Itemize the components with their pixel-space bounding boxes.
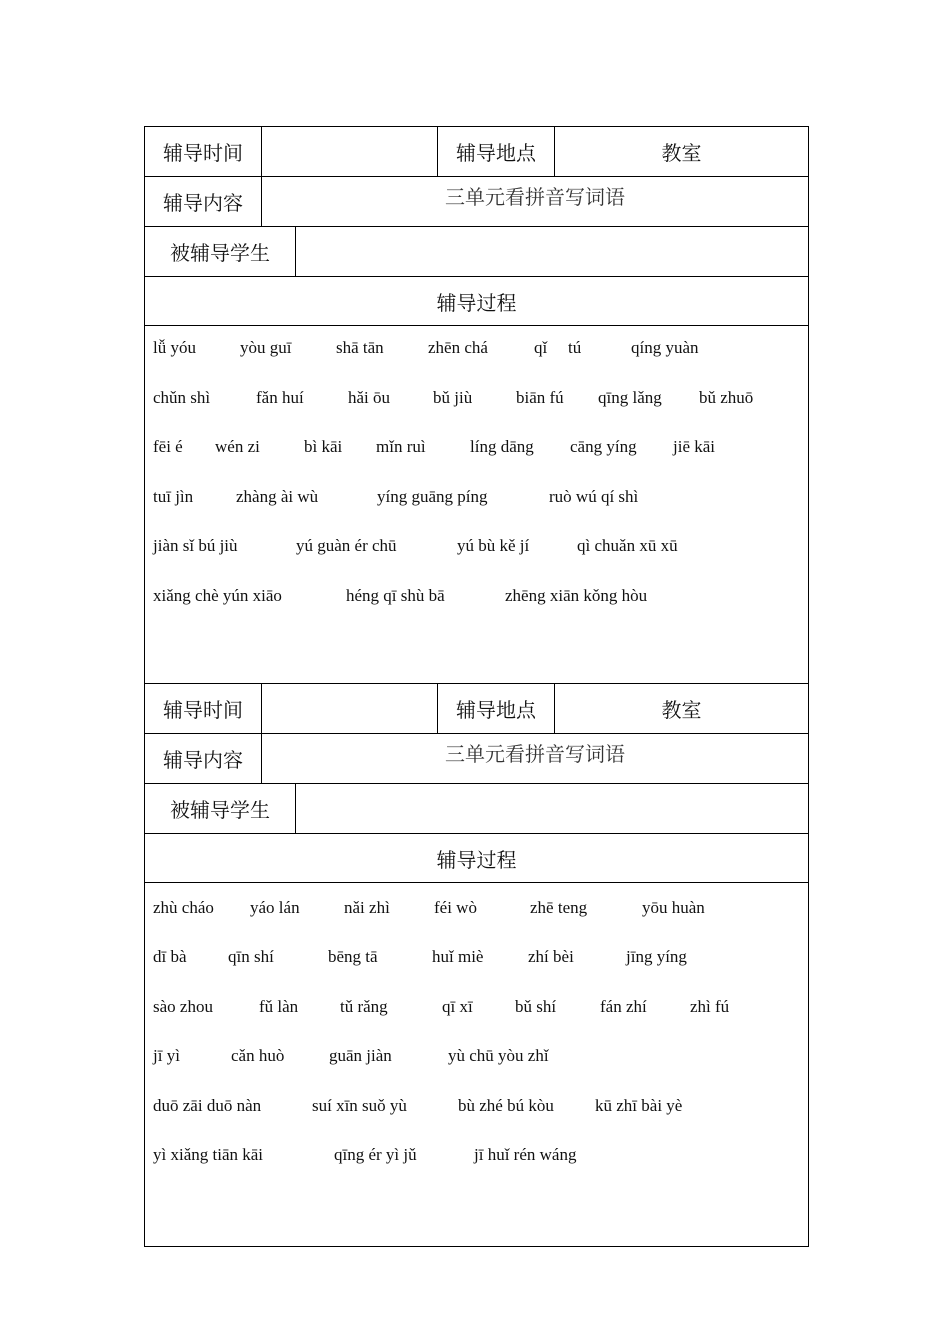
place-label: 辅导地点: [437, 684, 554, 733]
pinyin-word: shā tān: [336, 338, 384, 357]
pinyin-word: ruò wú qí shì: [549, 487, 639, 506]
pinyin-word: cǎn huò: [231, 1046, 285, 1065]
pinyin-line: [153, 997, 800, 1027]
pinyin-word: qī xī: [442, 997, 473, 1016]
content-label: 辅导内容: [163, 748, 243, 772]
place-value: 教室: [554, 127, 808, 176]
pinyin-word: bǔ shí: [515, 997, 557, 1016]
pinyin-word: bǔ zhuō: [699, 388, 754, 407]
pinyin-word: tuī jìn: [153, 487, 194, 506]
pinyin-word: huǐ miè: [432, 947, 484, 966]
student-label: 被辅导学生: [170, 798, 270, 822]
content-label: 辅导内容: [163, 191, 243, 215]
pinyin-word: yíng guāng píng: [377, 487, 488, 506]
process-header-row: [145, 276, 808, 325]
pinyin-word: yú bù kě jí: [457, 536, 530, 555]
student-label: 被辅导学生: [170, 241, 270, 265]
pinyin-word: jiē kāi: [673, 437, 716, 456]
pinyin-word: lǚ yóu: [153, 338, 196, 357]
pinyin-word: jī yì: [153, 1046, 180, 1065]
pinyin-word: qíng yuàn: [631, 338, 699, 357]
pinyin-word: zhì fú: [690, 997, 730, 1016]
pinyin-line: [153, 947, 800, 977]
content-row: [145, 733, 808, 783]
pinyin-word: bēng tā: [328, 947, 378, 966]
pinyin-word: zhù cháo: [153, 898, 214, 917]
content-value: 三单元看拼音写词语: [261, 177, 808, 226]
time-place-row: [145, 126, 808, 176]
student-row: [145, 783, 808, 833]
time-label: 辅导时间: [163, 698, 243, 722]
pinyin-word: duō zāi duō nàn: [153, 1096, 262, 1115]
pinyin-word: yòu guī: [240, 338, 292, 357]
time-place-row: [145, 683, 808, 733]
tutoring-form-2: [144, 683, 809, 1247]
time-value: [261, 684, 437, 733]
pinyin-word: yì xiǎng tiān kāi: [153, 1145, 264, 1164]
process-label: 辅导过程: [436, 290, 517, 315]
pinyin-word: qǐ: [534, 338, 548, 357]
time-label: 辅导时间: [163, 141, 243, 165]
pinyin-word: guān jiàn: [329, 1046, 392, 1065]
pinyin-word: fǔ làn: [259, 997, 299, 1016]
pinyin-word: jī huǐ rén wáng: [474, 1145, 577, 1164]
pinyin-line: [153, 1046, 800, 1076]
pinyin-word: qīng lǎng: [598, 388, 662, 407]
student-value: [295, 227, 808, 276]
pinyin-line: [153, 388, 800, 418]
pinyin-line: [153, 586, 800, 616]
process-header-row: [145, 833, 808, 882]
pinyin-word: zhàng ài wù: [236, 487, 319, 506]
content-value: 三单元看拼音写词语: [261, 734, 808, 783]
pinyin-word: biān fú: [516, 388, 564, 407]
tutoring-form-1: [144, 126, 809, 683]
pinyin-word: cāng yíng: [570, 437, 637, 456]
pinyin-area: [145, 325, 808, 683]
pinyin-word: zhēn chá: [428, 338, 488, 357]
pinyin-word: héng qī shù bā: [346, 586, 445, 605]
pinyin-word: nǎi zhì: [344, 898, 390, 917]
pinyin-word: qīng ér yì jǔ: [334, 1145, 417, 1164]
pinyin-line: [153, 338, 800, 368]
pinyin-word: fǎn huí: [256, 388, 304, 407]
pinyin-word: bì kāi: [304, 437, 343, 456]
pinyin-word: líng dāng: [470, 437, 534, 456]
place-label: 辅导地点: [437, 127, 554, 176]
pinyin-word: féi wò: [434, 898, 477, 917]
pinyin-word: tǔ rǎng: [340, 997, 388, 1016]
pinyin-word: yù chū yòu zhǐ: [448, 1046, 549, 1065]
pinyin-word: qì chuǎn xū xū: [577, 536, 678, 555]
pinyin-line: [153, 1145, 800, 1175]
pinyin-line: [153, 536, 800, 566]
pinyin-word: zhēng xiān kǒng hòu: [505, 586, 648, 605]
student-row: [145, 226, 808, 276]
pinyin-word: yáo lán: [250, 898, 300, 917]
pinyin-word: bǔ jiù: [433, 388, 473, 407]
pinyin-word: yú guàn ér chū: [296, 536, 397, 555]
pinyin-word: qīn shí: [228, 947, 274, 966]
pinyin-word: kū zhī bài yè: [595, 1096, 683, 1115]
pinyin-word: dī bà: [153, 947, 187, 966]
pinyin-area: [145, 882, 808, 1246]
pinyin-line: [153, 898, 800, 928]
content-row: [145, 176, 808, 226]
student-value: [295, 784, 808, 833]
pinyin-word: hǎi ōu: [348, 388, 391, 407]
pinyin-word: zhí bèi: [528, 947, 574, 966]
pinyin-line: [153, 487, 800, 517]
pinyin-line: [153, 437, 800, 467]
pinyin-line: [153, 1096, 800, 1126]
pinyin-word: bù zhé bú kòu: [458, 1096, 554, 1115]
pinyin-word: xiǎng chè yún xiāo: [153, 586, 282, 605]
place-value: 教室: [554, 684, 808, 733]
pinyin-word: fán zhí: [600, 997, 647, 1016]
process-label: 辅导过程: [436, 847, 517, 872]
pinyin-word: jīng yíng: [626, 947, 687, 966]
pinyin-word: jiàn sǐ bú jiù: [153, 536, 238, 555]
pinyin-word: yōu huàn: [642, 898, 705, 917]
pinyin-word: fēi é: [153, 437, 183, 456]
time-value: [261, 127, 437, 176]
pinyin-word: sào zhou: [153, 997, 213, 1016]
pinyin-word: wén zi: [215, 437, 260, 456]
pinyin-word: zhē teng: [530, 898, 588, 917]
pinyin-word: chǔn shì: [153, 388, 211, 407]
pinyin-word: tú: [568, 338, 582, 357]
pinyin-word: mǐn ruì: [376, 437, 426, 456]
pinyin-word: suí xīn suǒ yù: [312, 1096, 407, 1115]
